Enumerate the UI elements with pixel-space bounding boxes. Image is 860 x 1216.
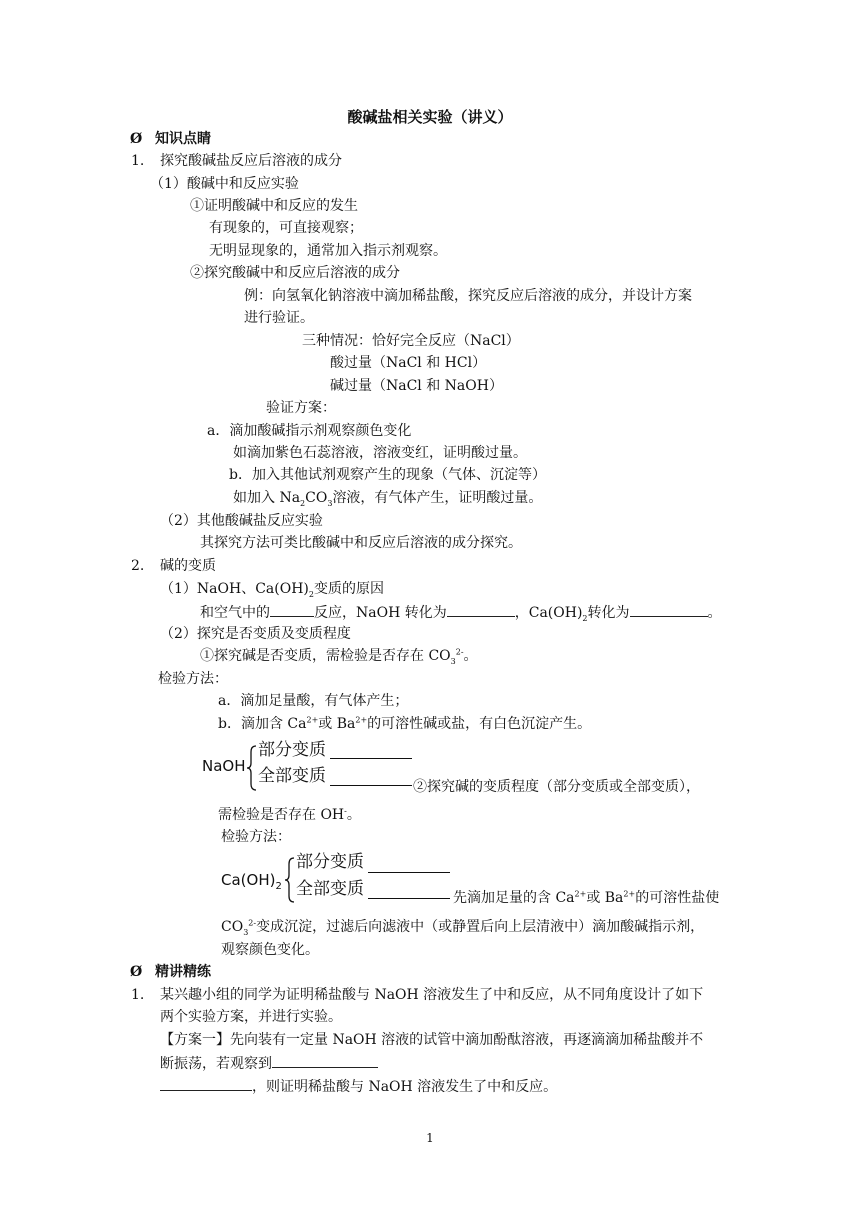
text-line: ②探究碱的变质程度（部分变质或全部变质），	[413, 779, 700, 795]
subheading: （2）探究是否变质及变质程度	[160, 626, 351, 642]
text-line: 其探究方法可类比酸碱中和反应后溶液的成分探究。	[200, 535, 522, 551]
text-line: b．滴加含 $Ca^{2+}$或 $Ba^{2+}$的可溶性碱或盐，有白色沉淀产生。	[218, 715, 592, 732]
bullet-marker: Ø	[130, 131, 143, 147]
text-line: a．滴加酸碱指示剂观察颜色变化	[207, 423, 412, 439]
item-number: 1.	[131, 153, 145, 169]
text-line: 如加入 $Na_2CO_3$溶液，有气体产生，证明酸过量。	[233, 490, 543, 508]
section-heading-knowledge: 知识点睛	[155, 131, 211, 147]
text-line: 检验方法：	[221, 829, 291, 845]
answer-blank[interactable]	[630, 602, 708, 617]
text-line: 需检验是否存在 OH-。	[218, 806, 361, 823]
subheading: （1）酸碱中和反应实验	[150, 176, 299, 192]
text-line: a．滴加足量酸，有气体产生；	[218, 693, 409, 709]
text-line: 观察颜色变化。	[221, 942, 319, 958]
text-line: 验证方案：	[266, 400, 336, 416]
subheading: （1）NaOH、$Ca(OH)_2$变质的原因	[160, 581, 384, 599]
text-line: 检验方法：	[158, 671, 228, 687]
item-heading: 碱的变质	[160, 558, 216, 574]
text-line: b．加入其他试剂观察产生的现象（气体、沉淀等）	[229, 467, 546, 483]
answer-blank[interactable]	[368, 872, 450, 873]
answer-blank[interactable]	[270, 602, 314, 617]
page-title: 酸碱盐相关实验（讲义）	[347, 108, 513, 126]
subheading: （2）其他酸碱盐反应实验	[160, 513, 323, 529]
item-number: 1.	[131, 987, 145, 1003]
full-label: 全部变质	[258, 766, 326, 786]
brace-icon	[284, 856, 296, 904]
question-line: 断振荡，若观察到	[160, 1053, 378, 1073]
text-line: $CO_3^{2-}$变成沉淀，过滤后向滤液中（或静置后向上层清液中）滴加酸碱指示剂，	[221, 918, 705, 937]
caoh-label: $Ca(OH)_2$	[221, 871, 282, 892]
question-line: 两个实验方案，并进行实验。	[160, 1009, 342, 1025]
bullet-marker: Ø	[130, 964, 143, 980]
answer-blank[interactable]	[160, 1076, 252, 1091]
text-line: ①证明酸碱中和反应的发生	[190, 198, 358, 214]
item-number: 2.	[131, 558, 145, 574]
text-line: 如滴加紫色石蕊溶液，溶液变红，证明酸过量。	[233, 445, 527, 461]
answer-blank[interactable]	[330, 785, 412, 786]
section-heading-practice: 精讲精练	[155, 964, 211, 980]
answer-blank[interactable]	[272, 1053, 378, 1068]
example-line: 进行验证。	[244, 310, 314, 326]
answer-blank[interactable]	[330, 758, 412, 759]
case-line: 酸过量（NaCl 和 HCl）	[330, 355, 487, 371]
answer-blank[interactable]	[447, 602, 515, 617]
question-line: ，则证明稀盐酸与 NaOH 溶液发生了中和反应。	[160, 1076, 557, 1096]
question-line: 【方案一】先向装有一定量 NaOH 溶液的试管中滴加酚酞溶液，再逐滴滴加稀盐酸并不	[160, 1032, 704, 1048]
case-line: 碱过量（NaCl 和 NaOH）	[330, 378, 503, 394]
text-line: 有现象的，可直接观察；	[209, 220, 363, 236]
answer-blank[interactable]	[368, 898, 450, 899]
naoh-label: NaOH	[202, 757, 246, 775]
text-line: ②探究酸碱中和反应后溶液的成分	[190, 265, 400, 281]
brace-icon	[246, 744, 258, 792]
example-line: 例：向氢氧化钠溶液中滴加稀盐酸，探究反应后溶液的成分，并设计方案	[244, 288, 692, 304]
case-line: 三种情况：恰好完全反应（NaCl）	[302, 333, 520, 349]
text-line: 无明显现象的，通常加入指示剂观察。	[209, 243, 447, 259]
partial-label: 部分变质	[296, 852, 364, 872]
item-heading: 探究酸碱盐反应后溶液的成分	[160, 153, 342, 169]
question-line: 某兴趣小组的同学为证明稀盐酸与 NaOH 溶液发生了中和反应，从不同角度设计了如下	[160, 987, 704, 1003]
fill-in-line: 和空气中的 反应，NaOH 转化为 ，$Ca(OH)_2$转化为 。	[200, 602, 722, 622]
text-line: ①探究碱是否变质，需检验是否存在 $CO_3^{2-}$。	[200, 647, 478, 666]
partial-label: 部分变质	[258, 740, 326, 760]
page-number: 1	[426, 1131, 434, 1145]
text-line: 先滴加足量的含 $Ca^{2+}$或 $Ba^{2+}$的可溶性盐使	[453, 889, 720, 906]
full-label: 全部变质	[296, 879, 364, 899]
